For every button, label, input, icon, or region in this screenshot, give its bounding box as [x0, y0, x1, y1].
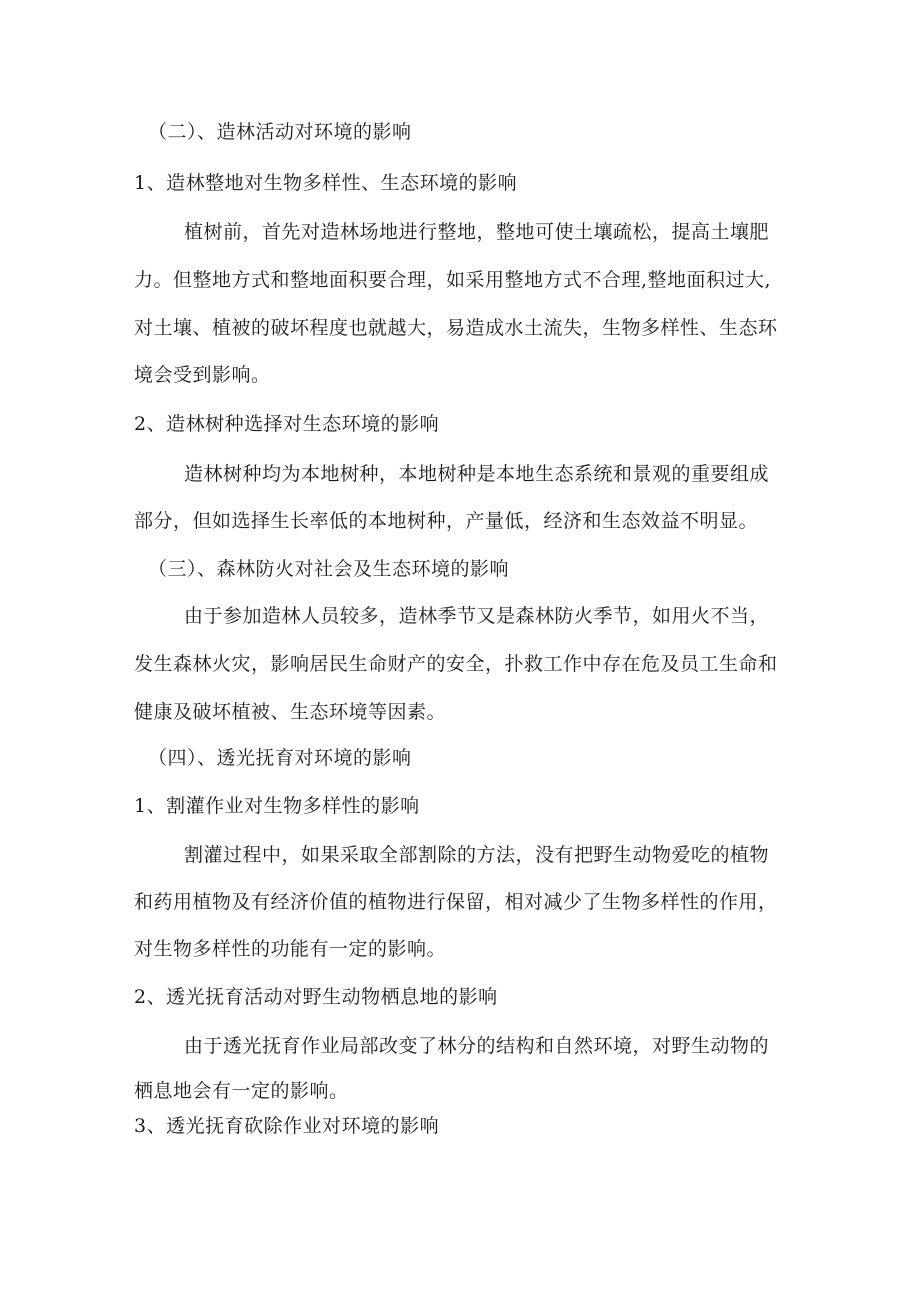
paragraph-line: 部分，但如选择生长率低的本地树种，产量低，经济和生态效益不明显。 — [134, 510, 759, 532]
section-heading: （四）、透光抚育对环境的影响 — [148, 747, 412, 769]
subsection-heading: 2、造林树种选择对生态环境的影响 — [134, 413, 440, 435]
section-heading: （二）、造林活动对环境的影响 — [148, 121, 412, 143]
paragraph-line: 植树前，首先对造林场地进行整地，整地可使土壤疏松，提高土壤肥 — [184, 221, 770, 243]
subsection-heading: 3、透光抚育砍除作业对环境的影响 — [134, 1115, 440, 1137]
paragraph-line: 对土壤、植被的破坏程度也就越大，易造成水土流失，生物多样性、生态环 — [134, 317, 778, 339]
paragraph-line: 境会受到影响。 — [134, 364, 271, 386]
paragraph-line: 由于参加造林人员较多，造林季节又是森林防火季节，如用火不当， — [184, 605, 770, 627]
subsection-heading: 1、割灌作业对生物多样性的影响 — [134, 795, 420, 817]
paragraph-line: 对生物多样性的功能有一定的影响。 — [134, 938, 447, 960]
paragraph-line: 由于透光抚育作业局部改变了林分的结构和自然环境，对野生动物的 — [184, 1035, 770, 1057]
paragraph-line: 和药用植物及有经济价值的植物进行保留，相对减少了生物多样性的作用， — [134, 891, 778, 913]
paragraph-line: 健康及破坏植被、生态环境等因素。 — [134, 701, 447, 723]
subsection-heading: 2、透光抚育活动对野生动物栖息地的影响 — [134, 986, 498, 1008]
section-heading: （三）、森林防火对社会及生态环境的影响 — [148, 558, 510, 580]
paragraph-line: 发生森林火灾，影响居民生命财产的安全，扑救工作中存在危及员工生命和 — [134, 653, 778, 675]
paragraph-line: 割灌过程中，如果采取全部割除的方法，没有把野生动物爱吃的植物 — [184, 844, 770, 866]
subsection-heading: 1、造林整地对生物多样性、生态环境的影响 — [134, 172, 518, 194]
paragraph-line: 造林树种均为本地树种，本地树种是本地生态系统和景观的重要组成 — [184, 463, 770, 485]
paragraph-line: 栖息地会有一定的影响。 — [134, 1080, 349, 1102]
paragraph-line: 力。但整地方式和整地面积要合理，如采用整地方式不合理,整地面积过大, — [134, 269, 772, 291]
